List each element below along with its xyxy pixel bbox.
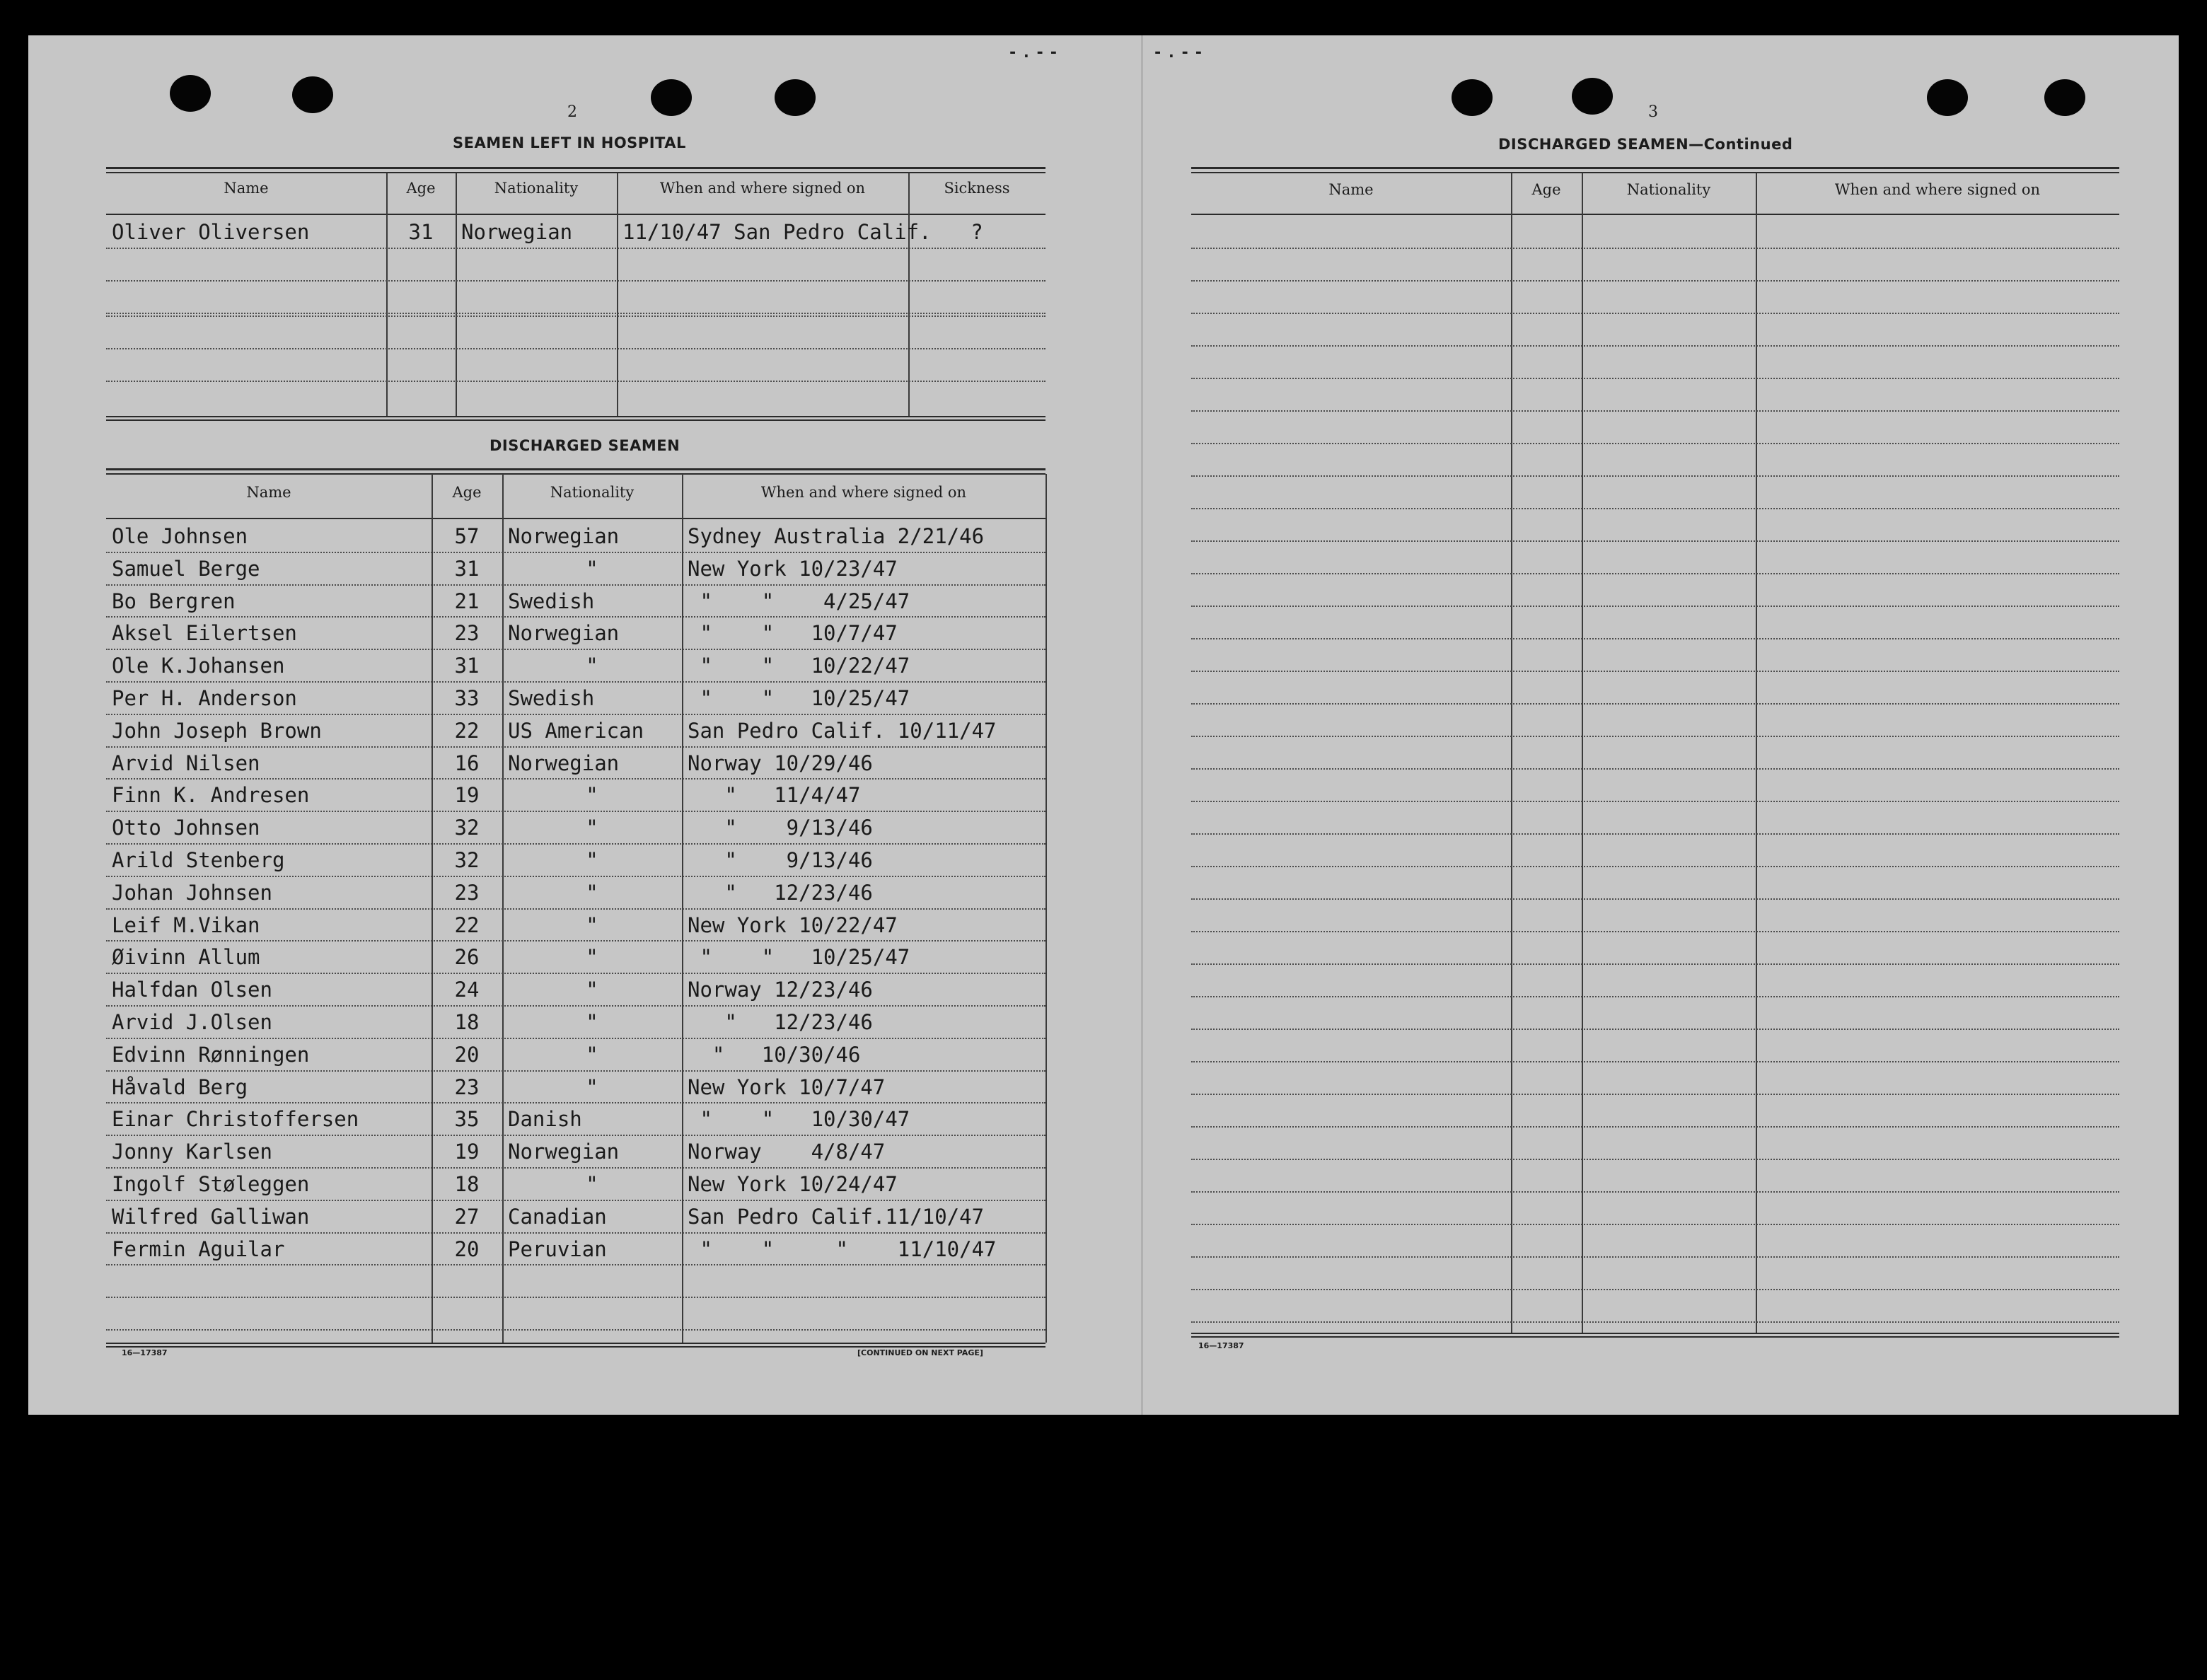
name-cell: Håvald Berg	[112, 1074, 248, 1099]
row-rule	[106, 973, 1045, 974]
row-rule	[1191, 443, 2119, 444]
row-rule	[106, 616, 1045, 618]
table-bottom-rule	[106, 1343, 1045, 1344]
punch-hole	[292, 76, 333, 113]
row-rule	[106, 315, 1045, 317]
punch-hole	[651, 79, 692, 116]
nationality-cell: Norwegian	[508, 621, 620, 646]
name-cell: Edvinn Rønningen	[112, 1042, 310, 1067]
nationality-cell: Swedish	[508, 589, 595, 613]
column-header: Sickness	[944, 180, 1010, 197]
table-top-rule	[106, 167, 1045, 169]
punch-hole	[170, 75, 211, 112]
column-header: Nationality	[494, 180, 579, 197]
nationality-cell: "	[586, 880, 598, 905]
age-cell: 22	[454, 913, 480, 937]
column-header: Nationality	[1626, 181, 1711, 198]
name-cell: Aksel Eilertsen	[112, 621, 297, 646]
row-rule	[106, 248, 1045, 249]
row-rule	[1191, 508, 2119, 509]
name-cell: Johan Johnsen	[112, 880, 272, 905]
signed-on-cell: Norway 4/8/47	[688, 1140, 886, 1164]
page-number: 3	[1648, 103, 1658, 121]
page-number: 2	[567, 103, 577, 121]
signed-on-cell: " 12/23/46	[688, 1010, 873, 1034]
name-cell: Ole K.Johansen	[112, 654, 285, 678]
punch-hole	[775, 79, 816, 116]
column-header: When and where signed on	[760, 484, 967, 501]
nationality-cell: "	[586, 1172, 598, 1196]
signed-on-cell: " 9/13/46	[688, 848, 873, 872]
nationality-cell: "	[586, 1074, 598, 1099]
signed-on-cell: New York 10/22/47	[688, 913, 898, 937]
row-rule	[1191, 638, 2119, 639]
row-rule	[1191, 898, 2119, 900]
column-header: Name	[1328, 181, 1374, 198]
signed-on-cell: " " 10/25/47	[688, 945, 910, 970]
row-rule	[106, 843, 1045, 845]
column-header: Name	[224, 180, 269, 197]
age-cell: 19	[454, 783, 480, 808]
row-rule	[106, 1329, 1045, 1331]
age-cell: 35	[454, 1107, 480, 1132]
column-divider	[617, 173, 618, 416]
row-rule	[106, 714, 1045, 715]
name-cell: Arvid J.Olsen	[112, 1010, 272, 1034]
form-number: 16—17387	[1198, 1341, 1244, 1350]
row-rule	[1191, 866, 2119, 867]
nationality-cell: Norwegian	[508, 1140, 620, 1164]
row-rule	[106, 778, 1045, 780]
row-rule	[106, 313, 1045, 314]
name-cell: Øivinn Allum	[112, 945, 260, 970]
row-rule	[1191, 1321, 2119, 1323]
signed-on-cell: Norway 10/29/46	[688, 751, 873, 775]
signed-on-cell: " " 10/7/47	[688, 621, 898, 646]
row-rule	[1191, 801, 2119, 802]
age-cell: 23	[454, 1074, 480, 1099]
table-header-rule	[106, 214, 1045, 215]
signed-on-cell: " " 10/25/47	[688, 686, 910, 710]
age-cell: 24	[454, 978, 480, 1002]
name-cell: Wilfred Galliwan	[112, 1204, 310, 1229]
nationality-cell: "	[586, 848, 598, 872]
table-top-rule	[106, 172, 1045, 173]
nationality-cell: "	[586, 556, 598, 581]
signed-on-cell: San Pedro Calif.11/10/47	[688, 1204, 985, 1229]
column-header: When and where signed on	[659, 180, 866, 197]
name-cell: Fermin Aguilar	[112, 1236, 285, 1261]
column-header: Nationality	[550, 484, 635, 501]
name-cell: Per H. Anderson	[112, 686, 297, 710]
row-rule	[106, 649, 1045, 650]
nationality-cell: "	[586, 978, 598, 1002]
signed-on-cell: New York 10/23/47	[688, 556, 898, 581]
page-fold	[1141, 35, 1143, 1415]
row-rule	[1191, 931, 2119, 932]
table-top-rule	[106, 468, 1045, 470]
table-bottom-rule	[1191, 1333, 2119, 1334]
row-rule	[106, 681, 1045, 683]
name-cell: Ole Johnsen	[112, 524, 248, 548]
table-bottom-rule	[1191, 1336, 2119, 1338]
row-rule	[106, 348, 1045, 349]
nationality-cell: Norwegian	[508, 751, 620, 775]
row-rule	[1191, 475, 2119, 477]
table-header-rule	[1191, 214, 2119, 215]
row-rule	[1191, 703, 2119, 705]
row-rule	[106, 1070, 1045, 1072]
name-cell: Halfdan Olsen	[112, 978, 272, 1002]
signed-on-cell: " " 10/30/47	[688, 1107, 910, 1132]
age-cell: 31	[454, 556, 480, 581]
hospital-section-title: SEAMEN LEFT IN HOSPITAL	[453, 134, 686, 151]
row-rule	[106, 381, 1045, 382]
document-sheet	[28, 35, 2179, 1415]
table-top-rule	[106, 473, 1045, 475]
signed-on-cell: Sydney Australia 2/21/46	[688, 524, 985, 548]
row-rule	[1191, 1159, 2119, 1160]
nationality-cell: Canadian	[508, 1204, 607, 1229]
row-rule	[106, 876, 1045, 877]
punch-hole	[1927, 79, 1968, 116]
name-cell: Bo Bergren	[112, 589, 236, 613]
top-marks: -.--	[1008, 44, 1062, 62]
age-cell: 20	[454, 1236, 480, 1261]
name-cell: Ingolf Støleggen	[112, 1172, 310, 1196]
column-divider	[908, 173, 910, 416]
signed-on-cell: New York 10/24/47	[688, 1172, 898, 1196]
name-cell: Finn K. Andresen	[112, 783, 310, 808]
row-rule	[1191, 768, 2119, 770]
age-cell: 18	[454, 1172, 480, 1196]
column-header: Age	[1531, 181, 1561, 198]
name-cell: Oliver Oliversen	[112, 220, 310, 244]
row-rule	[1191, 1029, 2119, 1030]
age-cell: 23	[454, 621, 480, 646]
row-rule	[1191, 606, 2119, 607]
row-rule	[106, 811, 1045, 812]
signed-on-cell: 11/10/47 San Pedro Calif.	[622, 220, 932, 244]
table-bottom-rule	[106, 1346, 1045, 1348]
name-cell: Jonny Karlsen	[112, 1140, 272, 1164]
nationality-cell: Swedish	[508, 686, 595, 710]
column-header: Age	[406, 180, 436, 197]
age-cell: 26	[454, 945, 480, 970]
punch-hole	[1572, 78, 1613, 115]
age-cell: 22	[454, 718, 480, 743]
row-rule	[1191, 313, 2119, 314]
table-top-rule	[1191, 172, 2119, 173]
row-rule	[1191, 280, 2119, 282]
row-rule	[1191, 1061, 2119, 1062]
column-header: When and where signed on	[1834, 181, 2041, 198]
signed-on-cell: New York 10/7/47	[688, 1074, 886, 1099]
name-cell: Samuel Berge	[112, 556, 260, 581]
signed-on-cell: Norway 12/23/46	[688, 978, 873, 1002]
name-cell: Einar Christoffersen	[112, 1107, 359, 1132]
row-rule	[1191, 1126, 2119, 1128]
table-bottom-rule	[106, 419, 1045, 421]
nationality-cell: Peruvian	[508, 1236, 607, 1261]
signed-on-cell: " " " 11/10/47	[688, 1236, 997, 1261]
top-marks: -.--	[1153, 44, 1207, 62]
age-cell: 27	[454, 1204, 480, 1229]
signed-on-cell: " 12/23/46	[688, 880, 873, 905]
name-cell: Leif M.Vikan	[112, 913, 260, 937]
age-cell: 23	[454, 880, 480, 905]
age-cell: 33	[454, 686, 480, 710]
nationality-cell: "	[586, 1010, 598, 1034]
nationality-cell: "	[586, 1042, 598, 1067]
row-rule	[106, 280, 1045, 282]
row-rule	[106, 1297, 1045, 1298]
name-cell: Otto Johnsen	[112, 816, 260, 840]
row-rule	[1191, 736, 2119, 737]
nationality-cell: "	[586, 783, 598, 808]
age-cell: 20	[454, 1042, 480, 1067]
row-rule	[1191, 833, 2119, 835]
column-header: Age	[452, 484, 482, 501]
nationality-cell: Danish	[508, 1107, 582, 1132]
row-rule	[106, 1264, 1045, 1265]
age-cell: 32	[454, 816, 480, 840]
age-cell: 32	[454, 848, 480, 872]
signed-on-cell: " 11/4/47	[688, 783, 861, 808]
signed-on-cell: " 9/13/46	[688, 816, 873, 840]
row-rule	[1191, 345, 2119, 347]
row-rule	[1191, 671, 2119, 672]
row-rule	[106, 1200, 1045, 1201]
nationality-cell: "	[586, 945, 598, 970]
nationality-cell: "	[586, 654, 598, 678]
sickness-cell: ?	[971, 220, 983, 244]
row-rule	[1191, 1224, 2119, 1225]
row-rule	[106, 1005, 1045, 1007]
signed-on-cell: San Pedro Calif. 10/11/47	[688, 718, 997, 743]
table-header-rule	[106, 518, 1045, 519]
row-rule	[106, 1167, 1045, 1169]
row-rule	[106, 1102, 1045, 1103]
row-rule	[1191, 378, 2119, 379]
age-cell: 31	[454, 654, 480, 678]
nationality-cell: Norwegian	[508, 524, 620, 548]
signed-on-cell: " 10/30/46	[688, 1042, 861, 1067]
row-rule	[106, 1232, 1045, 1234]
row-rule	[1191, 248, 2119, 249]
punch-hole	[1452, 79, 1493, 116]
signed-on-cell: " " 4/25/47	[688, 589, 910, 613]
age-cell: 21	[454, 589, 480, 613]
row-rule	[1191, 1256, 2119, 1258]
column-divider	[456, 173, 457, 416]
form-number: 16—17387	[122, 1348, 168, 1357]
signed-on-cell: " " 10/22/47	[688, 654, 910, 678]
table-top-rule	[1191, 167, 2119, 169]
row-rule	[106, 584, 1045, 586]
row-rule	[1191, 1094, 2119, 1095]
age-cell: 16	[454, 751, 480, 775]
row-rule	[1191, 996, 2119, 997]
row-rule	[106, 908, 1045, 910]
nationality-cell: "	[586, 816, 598, 840]
age-cell: 18	[454, 1010, 480, 1034]
discharged-section-title: DISCHARGED SEAMEN	[490, 437, 680, 454]
column-divider	[386, 173, 388, 416]
column-header: Name	[246, 484, 291, 501]
row-rule	[1191, 573, 2119, 574]
table-bottom-rule	[106, 416, 1045, 417]
discharged-continued-title: DISCHARGED SEAMEN—Continued	[1498, 136, 1793, 153]
nationality-cell: Norwegian	[461, 220, 573, 244]
row-rule	[1191, 1289, 2119, 1290]
age-cell: 19	[454, 1140, 480, 1164]
name-cell: Arild Stenberg	[112, 848, 285, 872]
name-cell: Arvid Nilsen	[112, 751, 260, 775]
column-divider	[1045, 474, 1047, 1343]
nationality-cell: "	[586, 913, 598, 937]
row-rule	[106, 552, 1045, 553]
age-cell: 57	[454, 524, 480, 548]
nationality-cell: US American	[508, 718, 644, 743]
row-rule	[1191, 410, 2119, 412]
continued-note: [CONTINUED ON NEXT PAGE]	[857, 1348, 983, 1357]
row-rule	[1191, 1191, 2119, 1193]
row-rule	[106, 746, 1045, 748]
punch-hole	[2044, 79, 2085, 116]
age-cell: 31	[408, 220, 434, 244]
row-rule	[106, 940, 1045, 942]
row-rule	[1191, 963, 2119, 965]
row-rule	[106, 1135, 1045, 1136]
name-cell: John Joseph Brown	[112, 718, 322, 743]
row-rule	[1191, 540, 2119, 542]
row-rule	[106, 1038, 1045, 1039]
